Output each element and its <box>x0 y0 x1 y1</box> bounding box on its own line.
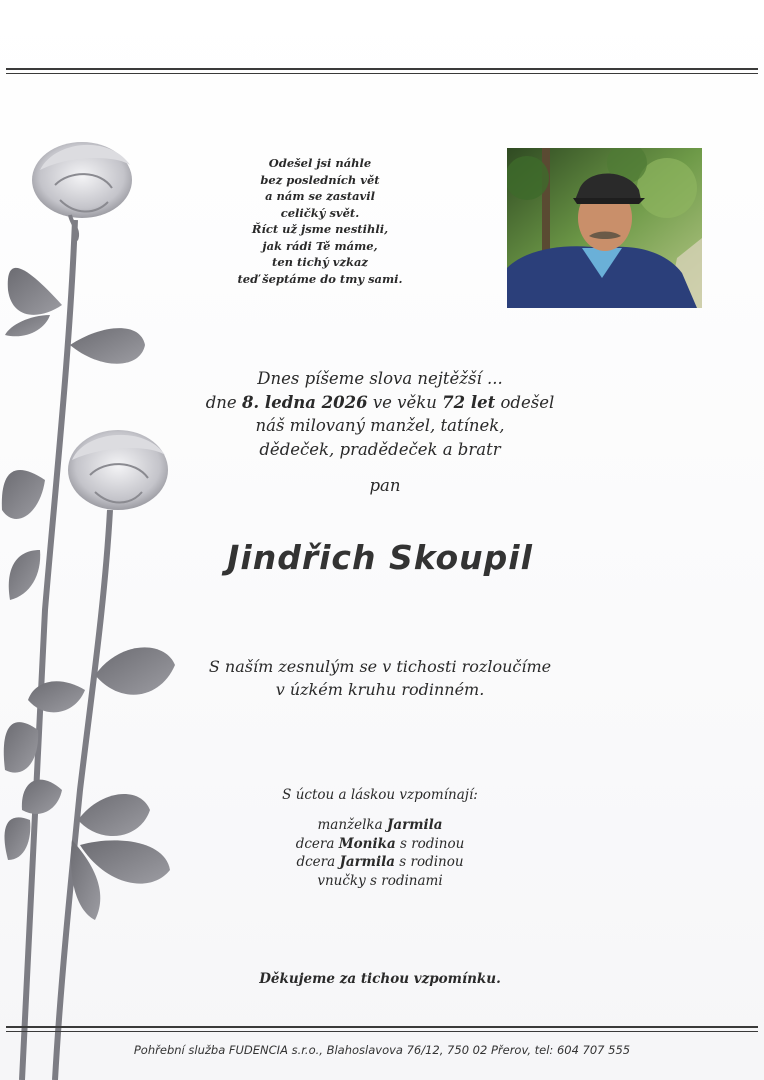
verse-line: celičký svět. <box>280 205 360 220</box>
intro-pre: dne <box>205 392 237 412</box>
mourner-relation: manželka <box>317 817 383 833</box>
mourner-entry <box>230 872 530 891</box>
salutation: pan <box>369 476 401 495</box>
verse-line: Říct už jsme nestihli, <box>251 222 389 236</box>
intro-line: náš milovaný manžel, tatínek, <box>255 416 505 435</box>
intro-mid: ve věku <box>372 392 437 412</box>
verse-line: bez posledních vět <box>260 172 380 187</box>
farewell-line: S naším zesnulým se v tichosti rozloučíme <box>208 657 552 676</box>
thanks-note: Děkujeme za tichou vzpomínku. <box>259 971 501 987</box>
age: 72 let <box>442 392 496 412</box>
portrait-photo <box>507 148 702 308</box>
mourners-heading: S úctou a láskou vzpomínají: <box>282 787 478 803</box>
verse-line: a nám se zastavil <box>265 189 375 203</box>
intro-line: Dnes píšeme slova nejtěžší ... <box>257 369 503 388</box>
mourner-name: Jarmila <box>386 817 443 833</box>
mourner-suffix: s rodinou <box>399 854 464 870</box>
deceased-name: Jindřich Skoupil <box>227 538 533 577</box>
intro-text <box>150 367 610 461</box>
bottom-double-rule <box>6 1026 758 1032</box>
funeral-service-footer: Pohřební služba FUDENCIA s.r.o., Blahoslavova 76/12, 750 02 Přerov, tel: 604 707 555 <box>133 1043 631 1057</box>
mourner-relation: dcera <box>296 854 336 870</box>
mourner-entry <box>230 835 530 854</box>
roses-illustration <box>0 130 200 1080</box>
farewell-line: v úzkém kruhu rodinném. <box>275 680 485 699</box>
verse-line: teď šeptáme do tmy sami. <box>237 271 403 286</box>
verse-line: jak rádi Tě máme, <box>262 238 378 253</box>
mourner-suffix: s rodinou <box>400 835 465 852</box>
verse-line: Odešel jsi náhle <box>268 156 372 170</box>
mourner-name: Jarmila <box>339 854 395 870</box>
verse <box>200 155 440 287</box>
mourner-entry <box>230 853 530 872</box>
mourner-entry <box>230 816 530 835</box>
intro-line: dědeček, pradědeček a bratr <box>259 439 501 459</box>
farewell-text <box>150 655 610 701</box>
mourners-list <box>230 816 530 890</box>
mourner-relation: dcera <box>295 835 335 852</box>
verse-line: ten tichý vzkaz <box>272 255 368 269</box>
death-date: 8. ledna 2026 <box>241 392 368 412</box>
intro-post: odešel <box>500 392 555 412</box>
intro-date-line <box>150 391 610 415</box>
top-double-rule <box>6 68 758 74</box>
mourner-name: Monika <box>338 835 396 852</box>
mourner-relation: vnučky s rodinami <box>317 872 443 889</box>
